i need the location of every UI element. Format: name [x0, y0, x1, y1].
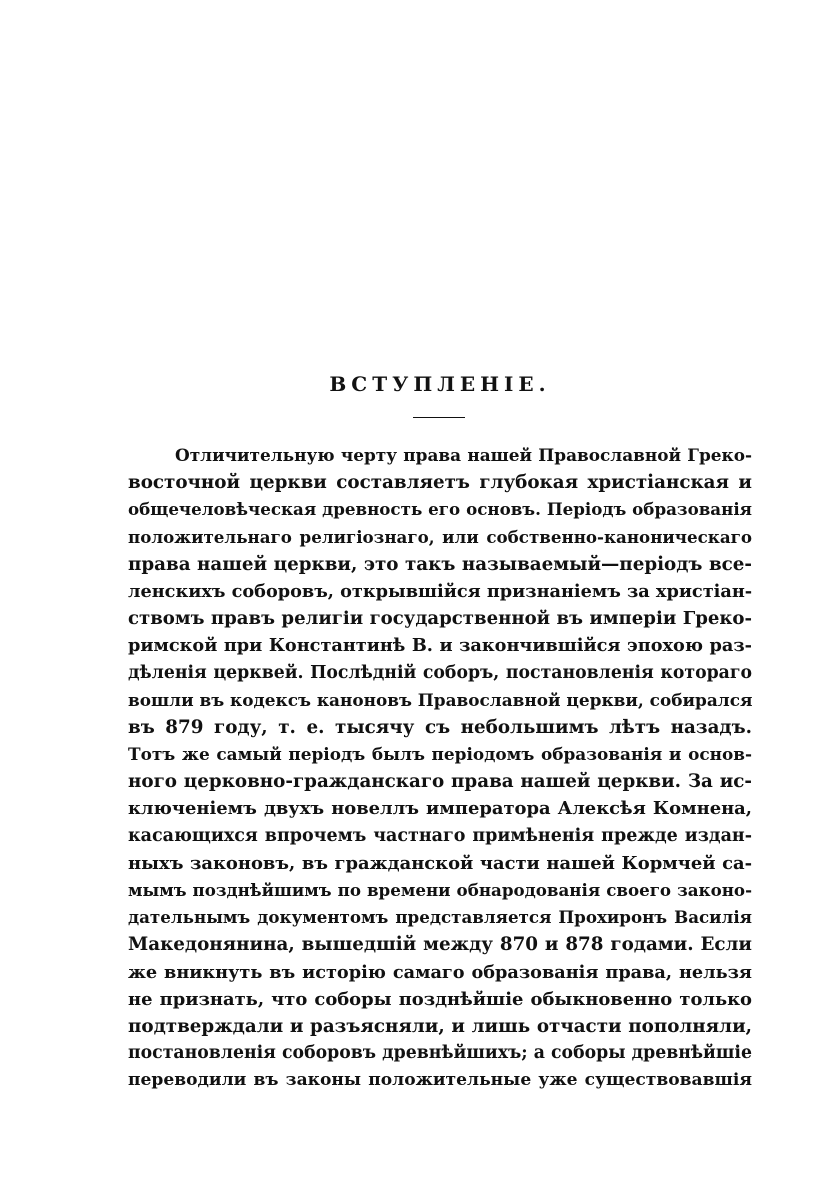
text-line: переводили въ законы положительные уже существовавшія — [128, 1070, 752, 1091]
text-line: римской при Константинѣ В. и закончившійся эпохою раз- — [128, 635, 752, 657]
text-line: касающихся впрочемъ частнаго примѣненія прежде издан- — [128, 825, 752, 846]
text-line: общечеловѣческая древность его основъ. Періодъ образованія — [128, 499, 752, 520]
text-line: постановленія соборовъ древнѣйшихъ; а соборы древнѣйшіе — [128, 1043, 752, 1064]
text-line: подтверждали и разъясняли, и лишь отчасти пополняли, — [128, 1015, 752, 1037]
text-line: дательнымъ документомъ представляется Прохиронъ Василія — [128, 907, 752, 928]
text-line: Отличительную черту права нашей Православной Греко- — [175, 445, 752, 465]
text-line: мымъ позднѣйшимъ по времени обнародованія своего законо- — [128, 880, 752, 900]
text-line: вошли въ кодексъ каноновъ Православной церкви, собирался — [128, 689, 753, 710]
text-line: же вникнуть въ исторію самаго образованія права, нельзя — [128, 961, 752, 983]
text-line: восточной церкви составляетъ глубокая христіанская и — [128, 472, 752, 494]
text-line: права нашей церкви, это такъ называемый—періодъ все- — [128, 553, 752, 575]
text-line: ного церковно-гражданскаго права нашей церкви. За ис- — [128, 771, 752, 793]
text-line: ленскихъ соборовъ, открывшійся признаніемъ за христіан- — [128, 580, 753, 602]
text-line: дѣленія церквей. Послѣдній соборъ, постановленія котораго — [128, 662, 752, 683]
text-line: ключеніемъ двухъ новеллъ императора Алексѣя Комнена, — [128, 798, 752, 820]
text-line: не признать, что соборы позднѣйшіе обыкновенно только — [128, 988, 752, 1010]
paragraph — [128, 442, 752, 1095]
text-line: положительнаго религіознаго, или собственно-каноническаго — [128, 526, 752, 547]
text-line: ствомъ правъ религіи государственной въ имперіи Греко- — [128, 608, 752, 630]
text-line: въ 879 году, т. е. тысячу съ небольшимъ лѣтъ назадъ. — [128, 716, 752, 738]
heading-rule — [413, 417, 465, 418]
text-line: ныхъ законовъ, въ гражданской части нашей Кормчей са- — [128, 852, 752, 874]
chapter-heading: ВСТУПЛЕНІЕ. — [329, 372, 551, 396]
text-line: Тотъ же самый періодъ былъ періодомъ образованія и основ- — [128, 744, 752, 765]
text-line: Македонянина, вышедшій между 870 и 878 годами. Если — [128, 934, 752, 956]
